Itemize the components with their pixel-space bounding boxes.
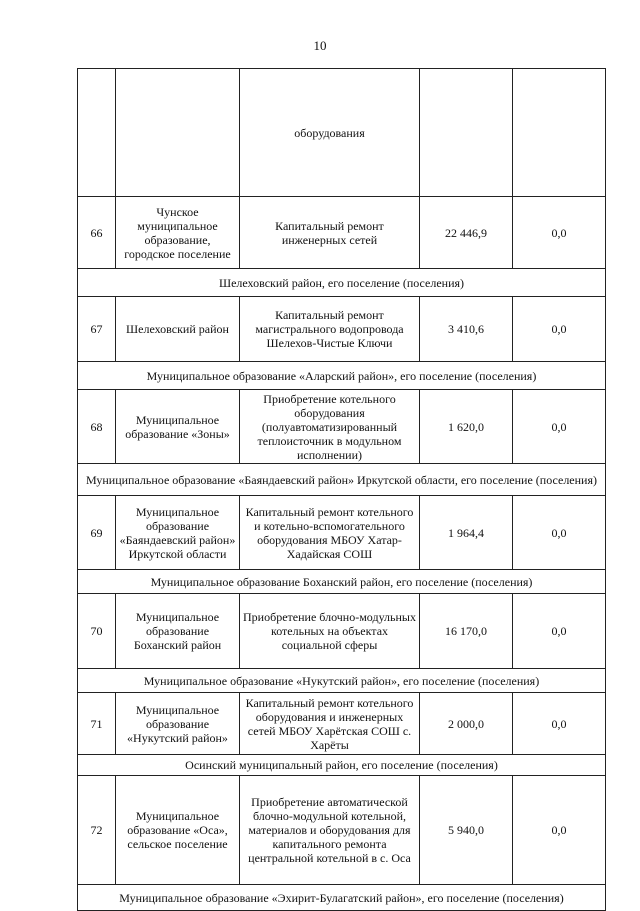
section-header: Осинский муниципальный район, его поселение (поселения) xyxy=(78,755,606,776)
project-description: Приобретение блочно-модульных котельных на объектах социальной сферы xyxy=(240,594,420,669)
other-value: 0,0 xyxy=(513,693,606,755)
other-value: 0,0 xyxy=(513,390,606,464)
section-row xyxy=(78,755,606,776)
row-number: 68 xyxy=(78,390,116,464)
amount-value: 1 620,0 xyxy=(420,390,513,464)
row-number: 71 xyxy=(78,693,116,755)
amount-value: 16 170,0 xyxy=(420,594,513,669)
page-number: 10 xyxy=(313,38,327,53)
amount-value: 22 446,9 xyxy=(420,197,513,269)
amount-cell xyxy=(420,69,513,197)
amount-value: 5 940,0 xyxy=(420,776,513,885)
section-row xyxy=(78,269,606,297)
table-row xyxy=(78,776,606,885)
project-description: Капитальный ремонт котельного и котельно-вспомогательного оборудования МБОУ Хатар-Хадайская СОШ xyxy=(240,496,420,570)
section-row xyxy=(78,885,606,911)
project-description: Капитальный ремонт котельного оборудования и инженерных сетей МБОУ Харётская СОШ с. Харёты xyxy=(240,693,420,755)
municipality-name: Муниципальное образование Боханский район xyxy=(116,594,240,669)
table-row xyxy=(78,390,606,464)
municipality-name: Чунское муниципальное образование, городское поселение xyxy=(116,197,240,269)
section-row xyxy=(78,570,606,594)
table-row xyxy=(78,693,606,755)
other-value: 0,0 xyxy=(513,496,606,570)
project-description: Капитальный ремонт инженерных сетей xyxy=(240,197,420,269)
row-number: 67 xyxy=(78,297,116,362)
section-header: Муниципальное образование «Аларский район», его поселение (поселения) xyxy=(78,362,606,390)
municipality-name: Муниципальное образование «Зоны» xyxy=(116,390,240,464)
table-row xyxy=(78,197,606,269)
section-header: Муниципальное образование «Баяндаевский район» Иркутской области, его поселение (поселения) xyxy=(78,464,606,496)
other-value: 0,0 xyxy=(513,776,606,885)
other-value: 0,0 xyxy=(513,197,606,269)
section-row xyxy=(78,362,606,390)
row-number: 69 xyxy=(78,496,116,570)
municipality-name: Шелеховский район xyxy=(116,297,240,362)
project-cell: оборудования xyxy=(240,69,420,197)
row-number: 66 xyxy=(78,197,116,269)
table-row xyxy=(78,297,606,362)
section-header: Муниципальное образование «Нукутский район», его поселение (поселения) xyxy=(78,669,606,693)
section-header: Шелеховский район, его поселение (поселения) xyxy=(78,269,606,297)
amount-value: 2 000,0 xyxy=(420,693,513,755)
project-description: Приобретение автоматической блочно-модульной котельной, материалов и оборудования для капитального ремонта центральной котельной в с. Оса xyxy=(240,776,420,885)
municipality-name: Муниципальное образование «Оса», сельское поселение xyxy=(116,776,240,885)
project-description: Капитальный ремонт магистрального водопровода Шелехов-Чистые Ключи xyxy=(240,297,420,362)
row-number: 72 xyxy=(78,776,116,885)
entity-cell xyxy=(116,69,240,197)
section-row xyxy=(78,464,606,496)
municipality-name: Муниципальное образование «Баяндаевский район» Иркутской области xyxy=(116,496,240,570)
row-number: 70 xyxy=(78,594,116,669)
project-description: Приобретение котельного оборудования (полуавтоматизированный теплоисточник в модульном исполнении) xyxy=(240,390,420,464)
section-header: Муниципальное образование Боханский район, его поселение (поселения) xyxy=(78,570,606,594)
other-value: 0,0 xyxy=(513,594,606,669)
section-row xyxy=(78,669,606,693)
amount-value: 1 964,4 xyxy=(420,496,513,570)
amount-value: 3 410,6 xyxy=(420,297,513,362)
municipality-name: Муниципальное образование «Нукутский район» xyxy=(116,693,240,755)
section-header: Муниципальное образование «Эхирит-Булагатский район», его поселение (поселения) xyxy=(78,885,606,911)
continuation-row xyxy=(78,69,606,197)
other-value: 0,0 xyxy=(513,297,606,362)
number-cell xyxy=(78,69,116,197)
funding-table xyxy=(77,68,606,911)
table-row xyxy=(78,496,606,570)
table-row xyxy=(78,594,606,669)
other-amount-cell xyxy=(513,69,606,197)
